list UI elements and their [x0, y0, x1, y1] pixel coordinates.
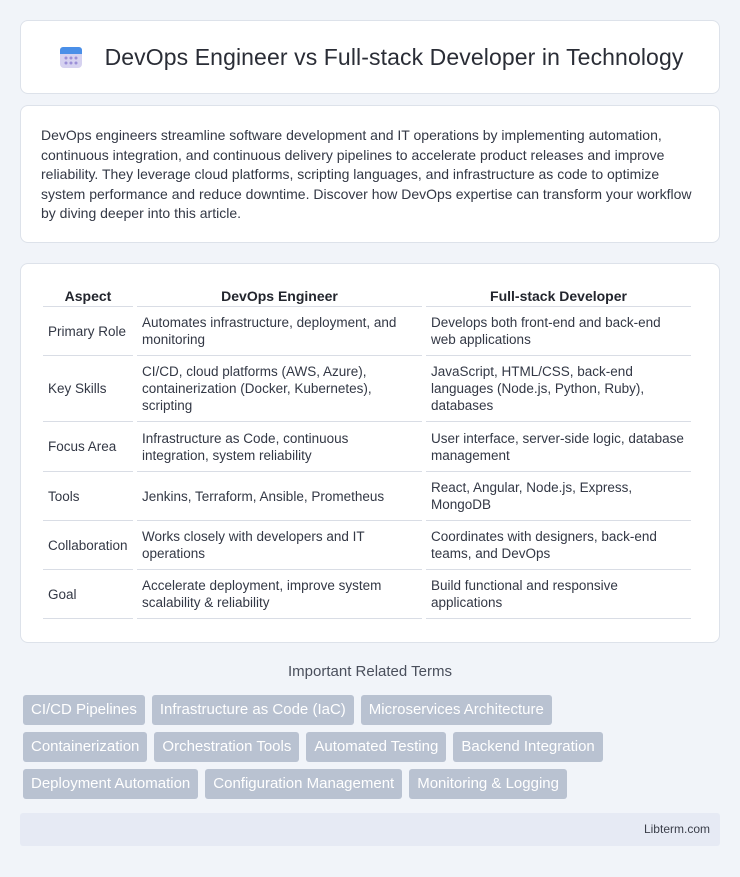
- header-fullstack: Full-stack Developer: [426, 284, 691, 307]
- footer-link[interactable]: Libterm.com: [643, 822, 710, 836]
- table-header-row: [43, 284, 691, 307]
- row-fullstack: User interface, server-side logic, database management: [426, 422, 691, 472]
- calendar-icon: [57, 43, 85, 71]
- tag-microservices-architecture[interactable]: Microservices Architecture: [361, 695, 552, 725]
- tag-configuration-management[interactable]: Configuration Management: [205, 769, 402, 799]
- related-terms-title: Important Related Terms: [288, 663, 452, 680]
- comparison-card: [20, 263, 720, 643]
- tag-ci-cd-pipelines[interactable]: CI/CD Pipelines: [23, 695, 145, 725]
- row-devops: Automates infrastructure, deployment, and monitoring: [137, 307, 422, 356]
- tag-backend-integration[interactable]: Backend Integration: [453, 732, 602, 762]
- row-aspect: Collaboration: [43, 521, 133, 570]
- header-aspect: Aspect: [43, 284, 133, 307]
- tag-automated-testing[interactable]: Automated Testing: [306, 732, 446, 762]
- tag-row: [23, 769, 723, 799]
- comparison-table: [39, 284, 695, 619]
- row-fullstack: JavaScript, HTML/CSS, back-end languages (Node.js, Python, Ruby), databases: [426, 356, 691, 422]
- row-fullstack: Coordinates with designers, back-end teams, and DevOps: [426, 521, 691, 570]
- title-card: [20, 20, 720, 94]
- intro-text: DevOps engineers streamline software development and IT operations by implementing automation, continuous integration, and continuous delivery pipelines to accelerate product releases and improve reliability. They leverage cloud platforms, scripting languages, and infrastructure as code to optimize system performance and reduce downtime. Discover how DevOps expertise can transform your workflow by diving deeper into this article.: [41, 127, 692, 221]
- row-aspect: Tools: [43, 472, 133, 521]
- tag-monitoring-logging[interactable]: Monitoring & Logging: [409, 769, 567, 799]
- tag-row: [23, 695, 723, 725]
- intro-card: [20, 105, 720, 243]
- row-aspect: Focus Area: [43, 422, 133, 472]
- row-aspect: Primary Role: [43, 307, 133, 356]
- row-fullstack: React, Angular, Node.js, Express, MongoDB: [426, 472, 691, 521]
- table-row: [43, 307, 691, 356]
- related-terms-list: [23, 695, 723, 806]
- table-row: [43, 570, 691, 619]
- tag-deployment-automation[interactable]: Deployment Automation: [23, 769, 198, 799]
- row-devops: Jenkins, Terraform, Ansible, Prometheus: [137, 472, 422, 521]
- tag-row: [23, 732, 723, 762]
- header-devops: DevOps Engineer: [137, 284, 422, 307]
- page-title: DevOps Engineer vs Full-stack Developer in Technology: [104, 43, 684, 70]
- tag-infrastructure-as-code[interactable]: Infrastructure as Code (IaC): [152, 695, 354, 725]
- table-row: [43, 521, 691, 570]
- row-aspect: Goal: [43, 570, 133, 619]
- table-row: [43, 472, 691, 521]
- row-devops: Infrastructure as Code, continuous integration, system reliability: [137, 422, 422, 472]
- tag-orchestration-tools[interactable]: Orchestration Tools: [154, 732, 299, 762]
- row-fullstack: Develops both front-end and back-end web applications: [426, 307, 691, 356]
- table-row: [43, 356, 691, 422]
- table-row: [43, 422, 691, 472]
- row-aspect: Key Skills: [43, 356, 133, 422]
- row-devops: CI/CD, cloud platforms (AWS, Azure), containerization (Docker, Kubernetes), scripting: [137, 356, 422, 422]
- tag-containerization[interactable]: Containerization: [23, 732, 147, 762]
- row-devops: Works closely with developers and IT operations: [137, 521, 422, 570]
- row-fullstack: Build functional and responsive applications: [426, 570, 691, 619]
- row-devops: Accelerate deployment, improve system scalability & reliability: [137, 570, 422, 619]
- footer: [20, 813, 720, 846]
